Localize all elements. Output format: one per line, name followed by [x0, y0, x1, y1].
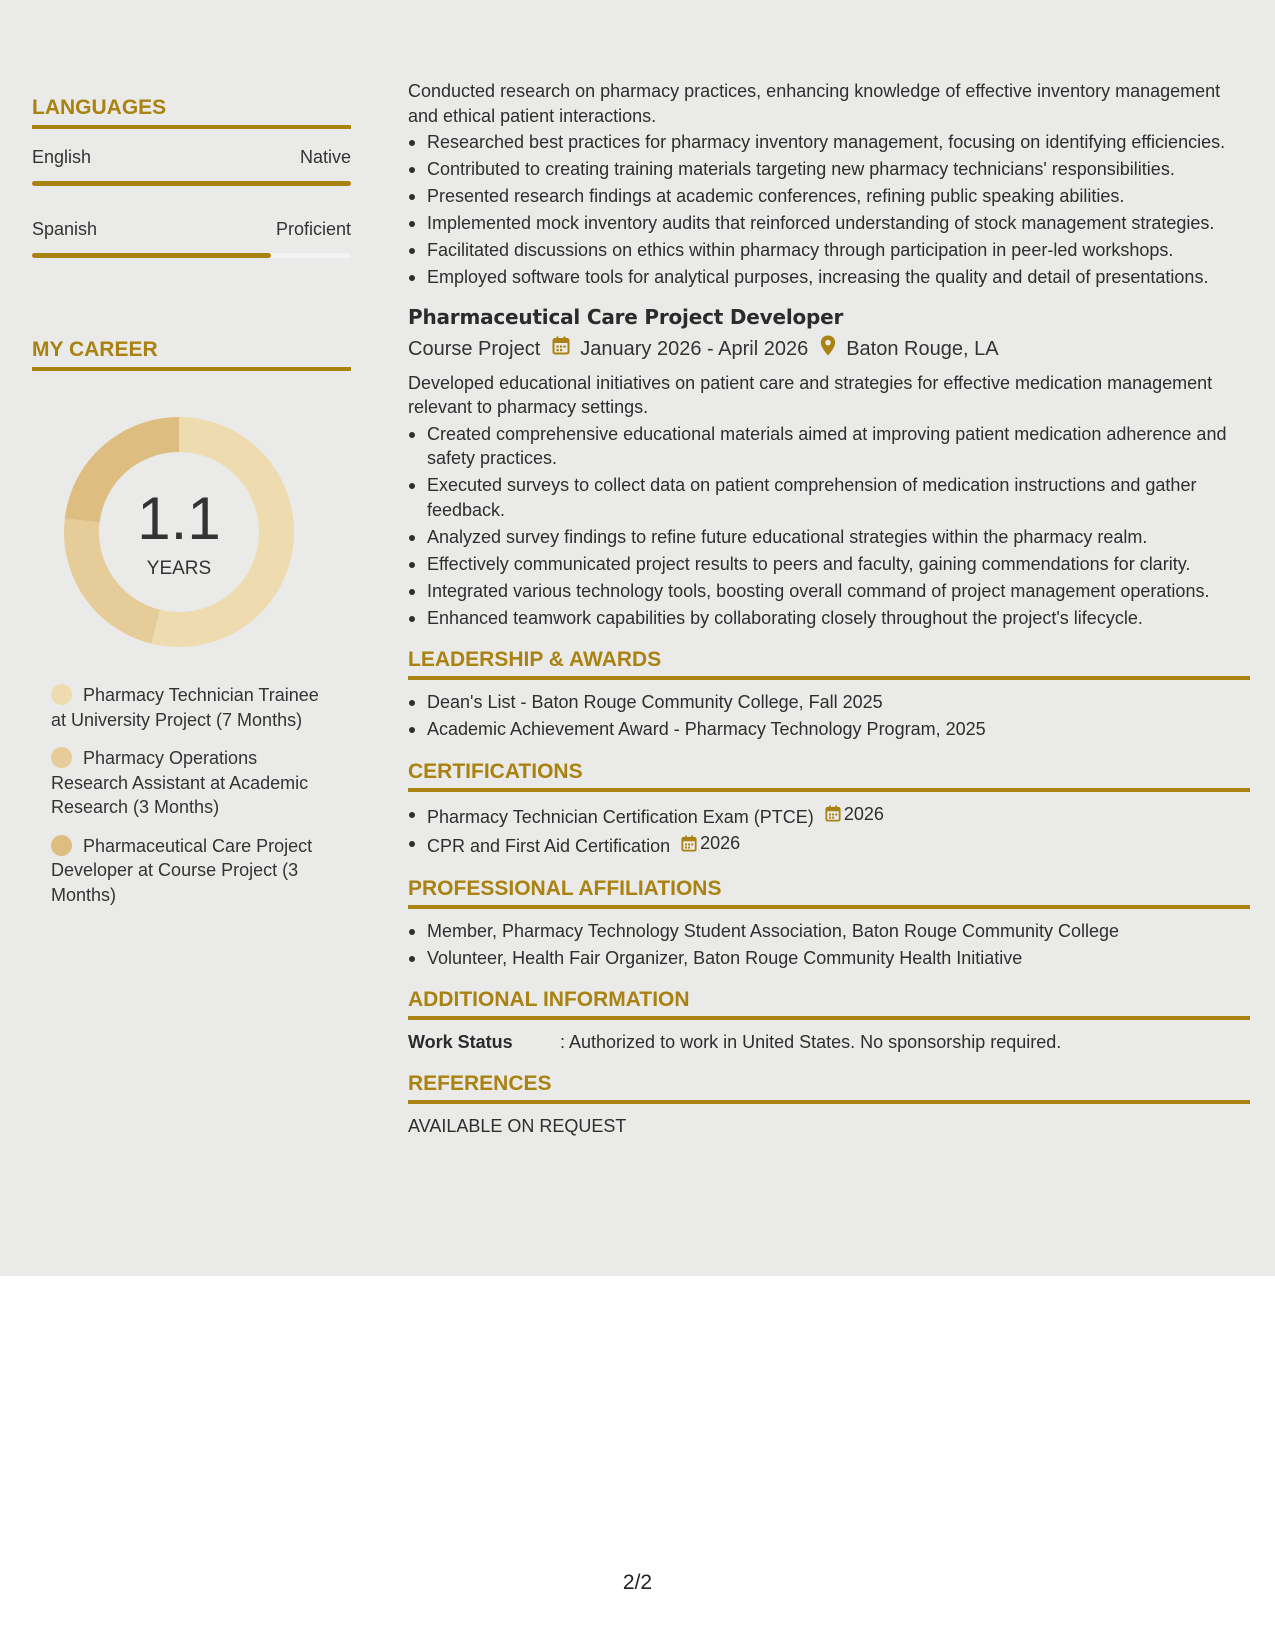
language-name: Spanish	[32, 219, 98, 239]
language-row	[32, 147, 351, 169]
section-title: ADDITIONAL INFORMATION	[408, 988, 690, 1011]
list-item	[408, 831, 1250, 858]
career-section	[32, 338, 351, 907]
list-item: Implemented mock inventory audits that reinforced understanding of stock management strategies.	[408, 211, 1250, 236]
section-title: LEADERSHIP & AWARDS	[408, 648, 662, 671]
legend-item	[51, 746, 336, 820]
section-title: CERTIFICATIONS	[408, 759, 583, 783]
references-section	[408, 1072, 1250, 1138]
section-divider	[32, 367, 351, 371]
left-column	[32, 96, 351, 921]
additional-info-section	[408, 988, 1250, 1054]
calendar-icon	[681, 835, 697, 852]
legend-label: Pharmaceutical Care Project Developer at Course Project (3 Months)	[51, 835, 313, 905]
certification-name: CPR and First Aid Certification	[427, 836, 671, 856]
certification-year: 2026	[843, 803, 884, 824]
work-status-value: : Authorized to work in United States. No sponsorship required.	[560, 1032, 1062, 1052]
section-title: LANGUAGES	[32, 96, 167, 119]
legend-label: Pharmacy Technician Trainee at University Project (7 Months)	[51, 685, 319, 730]
section-title: PROFESSIONAL AFFILIATIONS	[408, 876, 722, 900]
certifications-section	[408, 760, 1250, 859]
list-item: Researched best practices for pharmacy inventory management, focusing on identifying efficiencies.	[408, 130, 1250, 155]
list-item	[408, 802, 1250, 829]
legend-dot	[51, 684, 72, 705]
section-title: MY CAREER	[32, 338, 158, 361]
job-location: Baton Rouge, LA	[846, 337, 999, 360]
certification-year: 2026	[700, 833, 741, 854]
work-status-label: Work Status	[408, 1032, 513, 1052]
experience-section	[408, 79, 1250, 630]
section-divider	[408, 905, 1250, 909]
job-dates: January 2026 - April 2026	[580, 337, 809, 360]
list-item: Academic Achievement Award - Pharmacy Technology Program, 2025	[408, 717, 1250, 742]
map-pin-icon	[820, 335, 836, 363]
language-proficiency-bar	[32, 181, 351, 186]
section-divider	[408, 1100, 1250, 1104]
leadership-section	[408, 648, 1250, 742]
calendar-icon	[552, 336, 570, 362]
list-item: Employed software tools for analytical purposes, increasing the quality and detail of presentations.	[408, 265, 1250, 290]
affiliations-list	[408, 919, 1250, 971]
career-donut-chart	[64, 417, 294, 647]
list-item: Dean's List - Baton Rouge Community College, Fall 2025	[408, 690, 1250, 715]
legend-item	[51, 834, 336, 908]
job-meta	[408, 335, 1250, 363]
list-item: Member, Pharmacy Technology Student Association, Baton Rouge Community College	[408, 919, 1250, 944]
list-item: Executed surveys to collect data on patient comprehension of medication instructions and gather feedback.	[408, 473, 1250, 522]
affiliations-section	[408, 877, 1250, 971]
work-status-row	[408, 1030, 1250, 1054]
references-text: AVAILABLE ON REQUEST	[408, 1116, 627, 1136]
page-number: 2/2	[622, 1571, 653, 1594]
legend-dot	[51, 835, 72, 856]
list-item: Facilitated discussions on ethics within pharmacy through participation in peer-led workshops.	[408, 238, 1250, 263]
languages-section	[32, 96, 351, 258]
section-divider	[408, 1016, 1250, 1020]
legend-item	[51, 683, 336, 732]
list-item: Analyzed survey findings to refine future educational strategies within the pharmacy realm.	[408, 525, 1250, 550]
language-proficiency-fill	[32, 253, 271, 258]
section-divider	[408, 676, 1250, 680]
list-item: Presented research findings at academic conferences, refining public speaking abilities.	[408, 184, 1250, 209]
right-column	[408, 79, 1250, 1138]
experience-intro-list	[408, 130, 1250, 290]
certifications-list	[408, 802, 1250, 859]
language-name: English	[32, 147, 92, 167]
job-bullet-list	[408, 422, 1250, 631]
career-legend	[51, 683, 336, 907]
list-item: Contributed to creating training materials targeting new pharmacy technicians' responsibilities.	[408, 157, 1250, 182]
leadership-list	[408, 690, 1250, 742]
calendar-icon	[825, 805, 841, 822]
section-divider	[408, 788, 1250, 792]
list-item: Created comprehensive educational materials aimed at improving patient medication adherence and safety practices.	[408, 422, 1250, 471]
career-total-value: 1.1	[137, 485, 221, 552]
job-description: Developed educational initiatives on patient care and strategies for effective medication management relevant to pharmacy settings.	[408, 372, 1213, 417]
language-proficiency-bar	[32, 253, 351, 258]
section-divider	[32, 125, 351, 129]
legend-label: Pharmacy Operations Research Assistant at Academic Research (3 Months)	[51, 748, 309, 817]
list-item: Volunteer, Health Fair Organizer, Baton Rouge Community Health Initiative	[408, 946, 1250, 971]
experience-intro: Conducted research on pharmacy practices, enhancing knowledge of effective inventory management and ethical patient interactions.	[408, 81, 1221, 126]
list-item: Effectively communicated project results to peers and faculty, gaining commendations for clarity.	[408, 552, 1250, 577]
certification-date	[681, 831, 740, 856]
certification-date	[825, 802, 884, 827]
job-title: Pharmaceutical Care Project Developer	[408, 304, 844, 329]
list-item: Integrated various technology tools, boosting overall command of project management operations.	[408, 579, 1250, 604]
language-row	[32, 219, 351, 241]
language-level: Native	[299, 147, 351, 167]
certification-name: Pharmacy Technician Certification Exam (PTCE)	[427, 806, 814, 827]
language-level: Proficient	[275, 219, 351, 239]
legend-dot	[51, 747, 72, 768]
language-proficiency-fill	[32, 181, 351, 186]
career-total-unit: YEARS	[146, 558, 212, 579]
list-item: Enhanced teamwork capabilities by collaborating closely throughout the project's lifecycle.	[408, 606, 1250, 631]
job-organization: Course Project	[408, 337, 541, 360]
section-title: REFERENCES	[408, 1072, 552, 1095]
